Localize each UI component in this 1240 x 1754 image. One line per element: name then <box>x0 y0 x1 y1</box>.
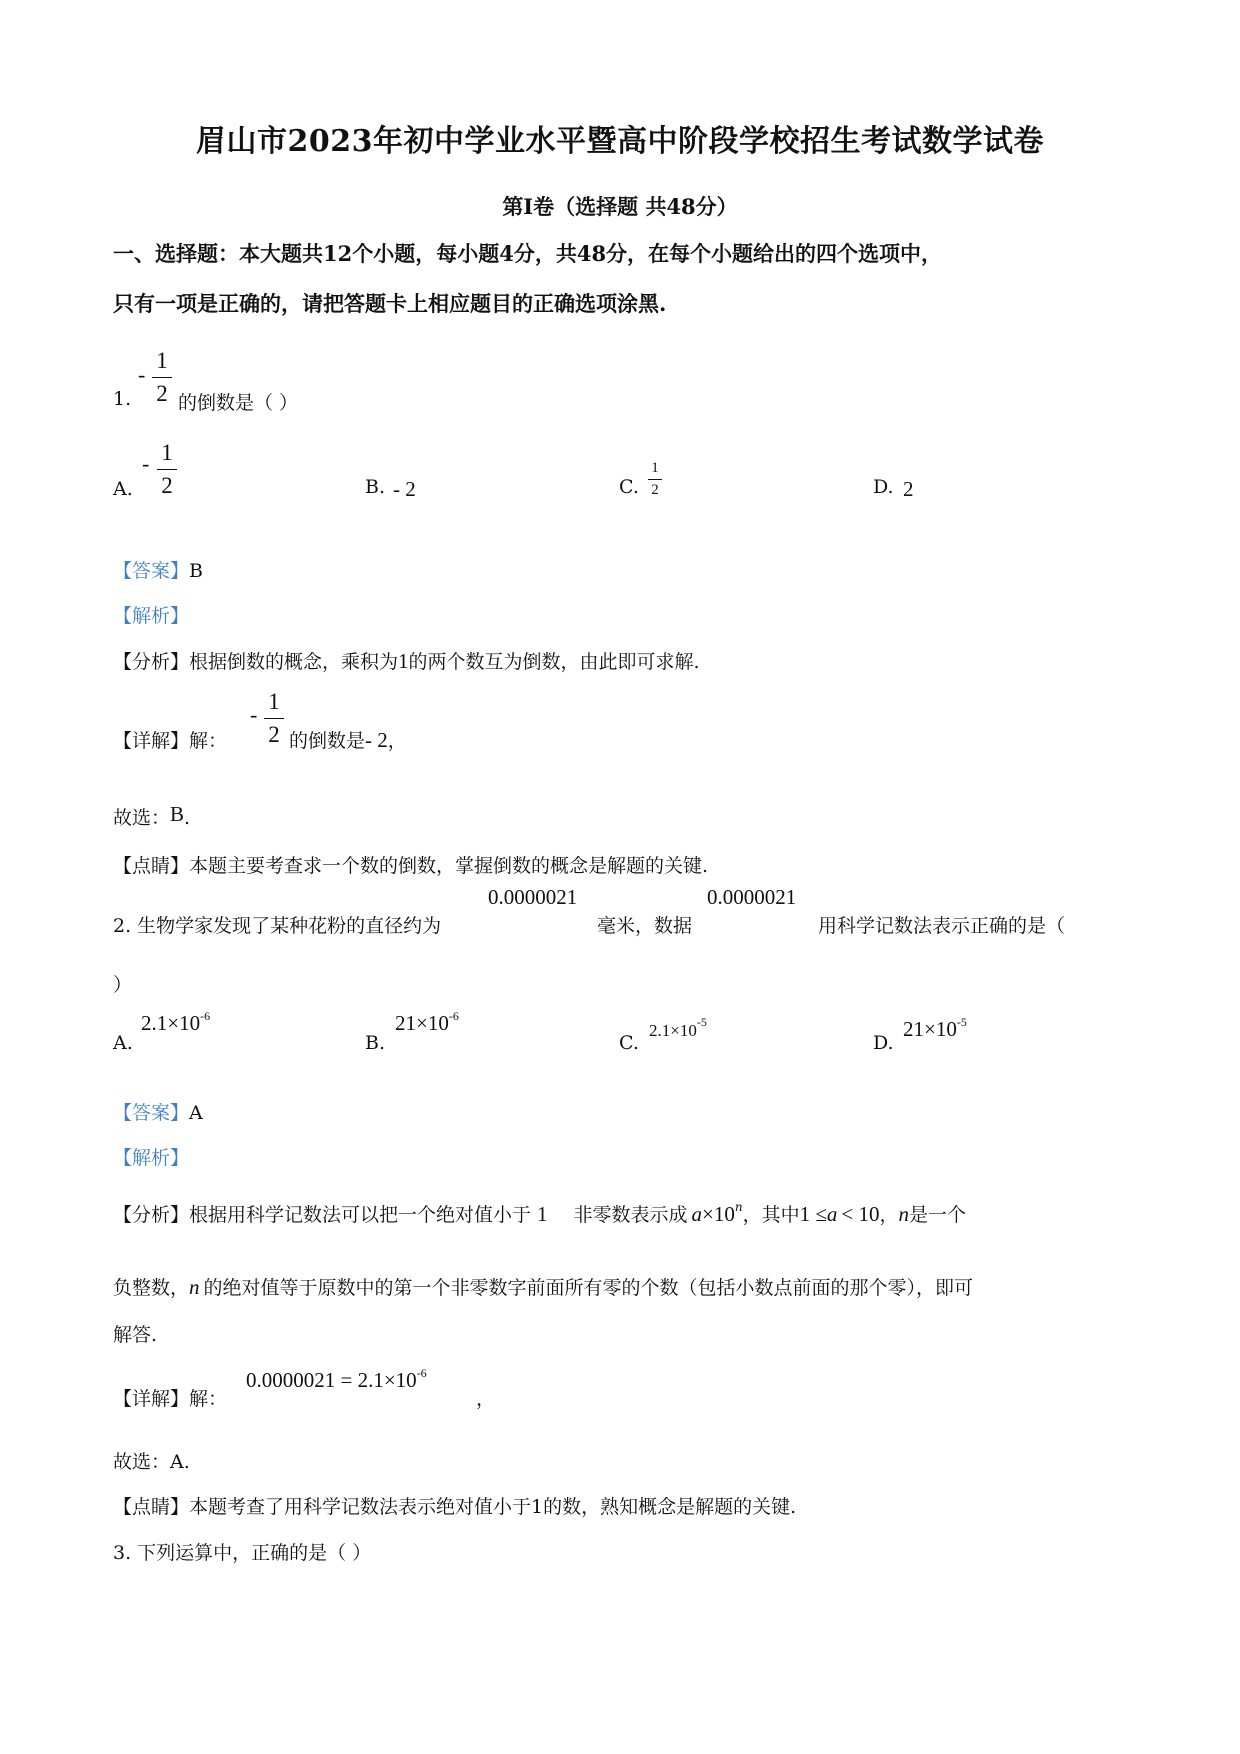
q2-option-d-label: D. <box>873 1032 894 1054</box>
q1-option-a-label: A. <box>113 478 133 500</box>
q1-choose-prefix: 故选： <box>113 807 171 829</box>
q1-fraction-numerator: 1 <box>156 348 168 373</box>
q1-detail-tag-text: 【详解】 <box>113 730 190 752</box>
q2-fenxi-text-a: 根据用科学记数法可以把一个绝对值小于 <box>189 1204 532 1226</box>
q2-comment-text: 本题考查了用科学记数法表示绝对值小于1的数，熟知概念是解题的关键. <box>189 1496 797 1518</box>
q2-fenxi-range-var: a <box>826 1202 838 1226</box>
q1-option-a-numerator: 1 <box>161 440 173 465</box>
q2-option-c-base: 2.1×10 <box>649 1021 697 1040</box>
q1-option-c-numerator: 1 <box>651 460 659 476</box>
q2-stem-part-b: 毫米，数据 <box>597 915 693 937</box>
q1-option-c-denominator: 2 <box>651 482 659 498</box>
q2-comment-line <box>113 1492 796 1519</box>
q1-option-d-label: D. <box>873 476 894 498</box>
q2-fenxi-line-2-prefix: 负整数， <box>113 1277 190 1299</box>
q1-detail-denominator: 2 <box>268 722 280 747</box>
q2-fenxi-line-2-text: 的绝对值等于原数中的第一个非零数字前面所有零的个数（包括小数点前面的那个零），即可 <box>203 1277 974 1299</box>
q2-fenxi-times-ten: ×10 <box>702 1202 735 1226</box>
q1-option-a-denominator: 2 <box>161 473 173 498</box>
q2-fenxi-var-n: n <box>898 1202 910 1226</box>
q2-detail-expression-exponent: -6 <box>416 1366 427 1380</box>
q2-fenxi-tag: 【分析】 <box>113 1204 190 1226</box>
q2-fenxi-text-b: 非零数表示成 <box>573 1204 688 1226</box>
question-3-stem: 3. 下列运算中，正确的是（ ） <box>113 1542 372 1564</box>
q1-fenxi-tag: 【分析】 <box>113 651 190 673</box>
q2-choose-line: 故选：A. <box>113 1451 190 1473</box>
q2-fenxi-range-left: 1 ≤ <box>799 1202 827 1226</box>
q1-number: 1. <box>113 388 132 410</box>
q1-choose-value: B <box>170 802 185 826</box>
section-instruction-line-2: 只有一项是正确的，请把答题卡上相应题目的正确选项涂黑. <box>113 291 667 316</box>
q2-option-b-exponent: -6 <box>448 1009 459 1023</box>
q1-fenxi-text-b: 的两个数互为倒数，由此即可求解. <box>408 651 700 673</box>
q1-comment-text: 本题主要考查求一个数的倒数，掌握倒数的概念是解题的关键. <box>189 855 709 877</box>
q1-detail-rest <box>289 726 407 753</box>
q2-analysis-tag: 【解析】 <box>113 1147 190 1169</box>
q1-option-c-bar <box>648 479 662 480</box>
q1-fraction <box>152 349 172 405</box>
q1-option-a-bar <box>157 469 177 470</box>
q2-detail-expression <box>246 1368 427 1393</box>
q1-detail-tag <box>113 726 227 753</box>
q2-answer-value: A <box>189 1102 203 1124</box>
q1-fraction-denominator: 2 <box>156 381 168 406</box>
q2-option-a-base: 2.1×10 <box>141 1011 201 1035</box>
q1-fenxi-one: 1 <box>398 649 409 673</box>
q1-option-c-label: C. <box>619 476 639 498</box>
q2-fenxi-line-1 <box>113 1200 966 1227</box>
q1-choose-line <box>113 803 190 830</box>
q2-fenxi-exponent-n: n <box>734 1200 743 1214</box>
q1-fraction-bar <box>152 377 172 378</box>
q2-option-a-value <box>141 1011 210 1036</box>
q2-detail-prefix: 解： <box>189 1388 228 1410</box>
q1-detail-minus: - <box>250 702 258 727</box>
q2-option-c-label: C. <box>619 1032 639 1054</box>
q1-answer-tag: 【答案】 <box>113 560 190 582</box>
q1-option-c-fraction <box>648 461 662 498</box>
q2-answer-tag: 【答案】 <box>113 1102 190 1124</box>
q2-option-c-value <box>649 1015 707 1041</box>
q2-fenxi-one: 1 <box>537 1202 548 1226</box>
q1-fenxi-line <box>113 647 700 674</box>
q1-detail-fraction <box>264 690 284 746</box>
q1-option-d-value: 2 <box>903 477 914 501</box>
q1-choose-end: . <box>184 807 191 829</box>
q1-detail-bar <box>264 718 284 719</box>
q1-comment-line <box>113 851 708 878</box>
q2-option-d-value <box>903 1017 967 1042</box>
q2-detail-line <box>113 1384 227 1411</box>
q2-option-a-label: A. <box>113 1032 133 1054</box>
q2-fenxi-line-2-var-n: n <box>189 1275 200 1299</box>
q1-detail-end: ， <box>387 730 407 752</box>
q2-option-d-exponent: -5 <box>956 1015 967 1029</box>
q1-option-b-label: B. <box>365 476 386 498</box>
q2-fenxi-text-e: 是一个 <box>909 1204 967 1226</box>
q1-option-b-value: - 2 <box>393 477 416 501</box>
q2-fenxi-range-right: < 10 <box>841 1202 880 1226</box>
q2-number-2: 0.0000021 <box>707 885 797 909</box>
q1-detail-numerator: 1 <box>268 689 280 714</box>
q1-option-a-minus: - <box>142 451 150 476</box>
q2-fenxi-var-a: a <box>691 1202 703 1226</box>
section-subtitle: 第I卷（选择题 共48分） <box>502 194 738 219</box>
q1-detail-middle: 的倒数是 <box>289 730 366 752</box>
q1-answer-value: B <box>189 560 203 582</box>
q1-answer-line <box>113 556 203 583</box>
q2-fenxi-text-d: ， <box>879 1204 899 1226</box>
q2-comment-tag: 【点睛】 <box>113 1496 190 1518</box>
q2-detail-tag: 【详解】 <box>113 1388 190 1410</box>
q1-minus-sign: - <box>138 362 146 387</box>
q2-answer-line <box>113 1098 203 1125</box>
q1-fenxi-text-a: 根据倒数的概念，乘积为 <box>189 651 399 673</box>
q2-fenxi-line-2 <box>113 1273 973 1300</box>
q2-option-d-base: 21×10 <box>903 1017 957 1041</box>
section-instruction-line-1: 一、选择题：本大题共12个小题，每小题4分，共48分，在每个小题给出的四个选项中， <box>113 241 943 266</box>
q1-comment-tag: 【点睛】 <box>113 855 190 877</box>
q1-detail-value: - 2 <box>365 728 388 752</box>
q2-option-b-value <box>395 1011 459 1036</box>
q2-option-b-base: 21×10 <box>395 1011 449 1035</box>
q2-detail-expression-base: 0.0000021 = 2.1×10 <box>246 1368 417 1392</box>
q2-stem-part-a: 2. 生物学家发现了某种花粉的直径约为 <box>113 915 442 937</box>
q1-option-a-fraction <box>157 441 177 497</box>
q2-fenxi-text-c: ，其中 <box>742 1204 800 1226</box>
q1-detail-prefix: 解： <box>189 730 228 752</box>
q2-option-c-exponent: -5 <box>696 1015 707 1029</box>
q2-option-b-label: B. <box>365 1032 386 1054</box>
q2-stem-part-d: ） <box>113 974 133 996</box>
q1-stem-text: 的倒数是（ ） <box>178 392 299 414</box>
q2-detail-end: ， <box>476 1388 496 1410</box>
q2-option-a-exponent: -6 <box>200 1009 211 1023</box>
page-title: 眉山市2023年初中学业水平暨高中阶段学校招生考试数学试卷 <box>196 124 1044 159</box>
q1-analysis-tag: 【解析】 <box>113 605 190 627</box>
q2-stem-part-c: 用科学记数法表示正确的是（ <box>818 915 1066 937</box>
q2-fenxi-line-3: 解答. <box>113 1324 158 1346</box>
q2-number-1: 0.0000021 <box>488 885 578 909</box>
